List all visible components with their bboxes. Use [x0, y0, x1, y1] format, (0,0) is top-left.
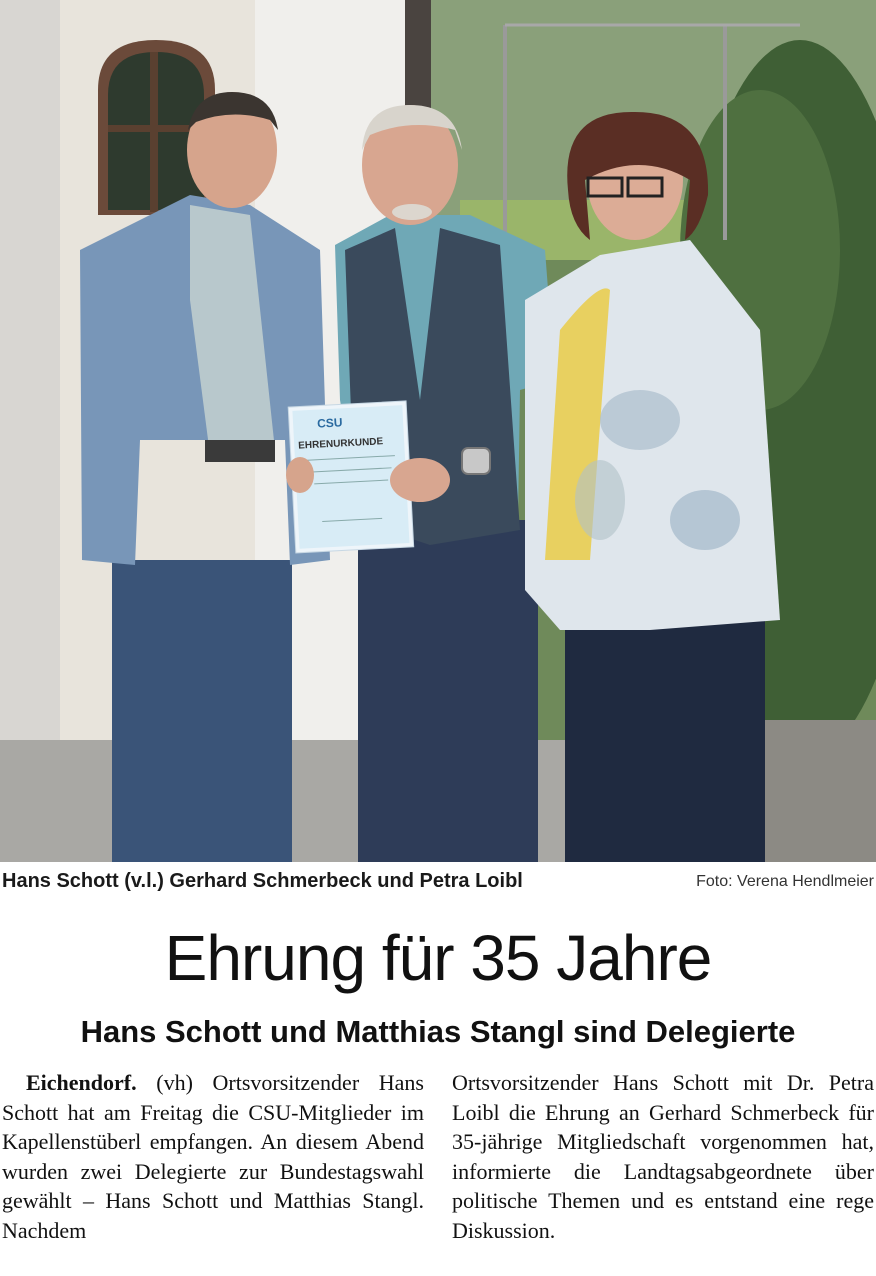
- photo-caption: Hans Schott (v.l.) Gerhard Schmerbeck und Petra Loibl: [2, 870, 523, 892]
- certificate-brand: CSU: [316, 415, 343, 431]
- article-column-1-text: (vh) Ortsvorsitzender Hans Schott hat am Freitag die CSU-Mitglieder im Kapellenstüberl empfangen. An diesem Abend wurden zwei Delegierte zur Bundestagswahl gewählt – Hans Schott und Matthias Stangl. Nachdem: [2, 1070, 424, 1243]
- caption-row: [0, 868, 876, 900]
- article-column-1: [2, 1068, 424, 1276]
- article-body: [2, 1068, 874, 1276]
- article-subheadline: Hans Schott und Matthias Stangl sind Delegierte: [80, 1014, 796, 1049]
- article-dateline: Eichendorf.: [26, 1070, 137, 1095]
- article-column-2-text: Ortsvorsitzender Hans Schott mit Dr. Petra Loibl die Ehrung an Gerhard Schmerbeck für 35-jährige Mitgliedschaft vorgenommen hat, informierte die Landtagsabgeordnete über politische Themen und es entstand eine rege Diskussion.: [452, 1070, 874, 1243]
- article-headline: Ehrung für 35 Jahre: [164, 922, 712, 994]
- certificate-title: EHRENURKUNDE: [297, 436, 384, 452]
- photo-credit: Foto: Verena Hendlmeier: [696, 873, 874, 890]
- article-column-2: [452, 1068, 874, 1276]
